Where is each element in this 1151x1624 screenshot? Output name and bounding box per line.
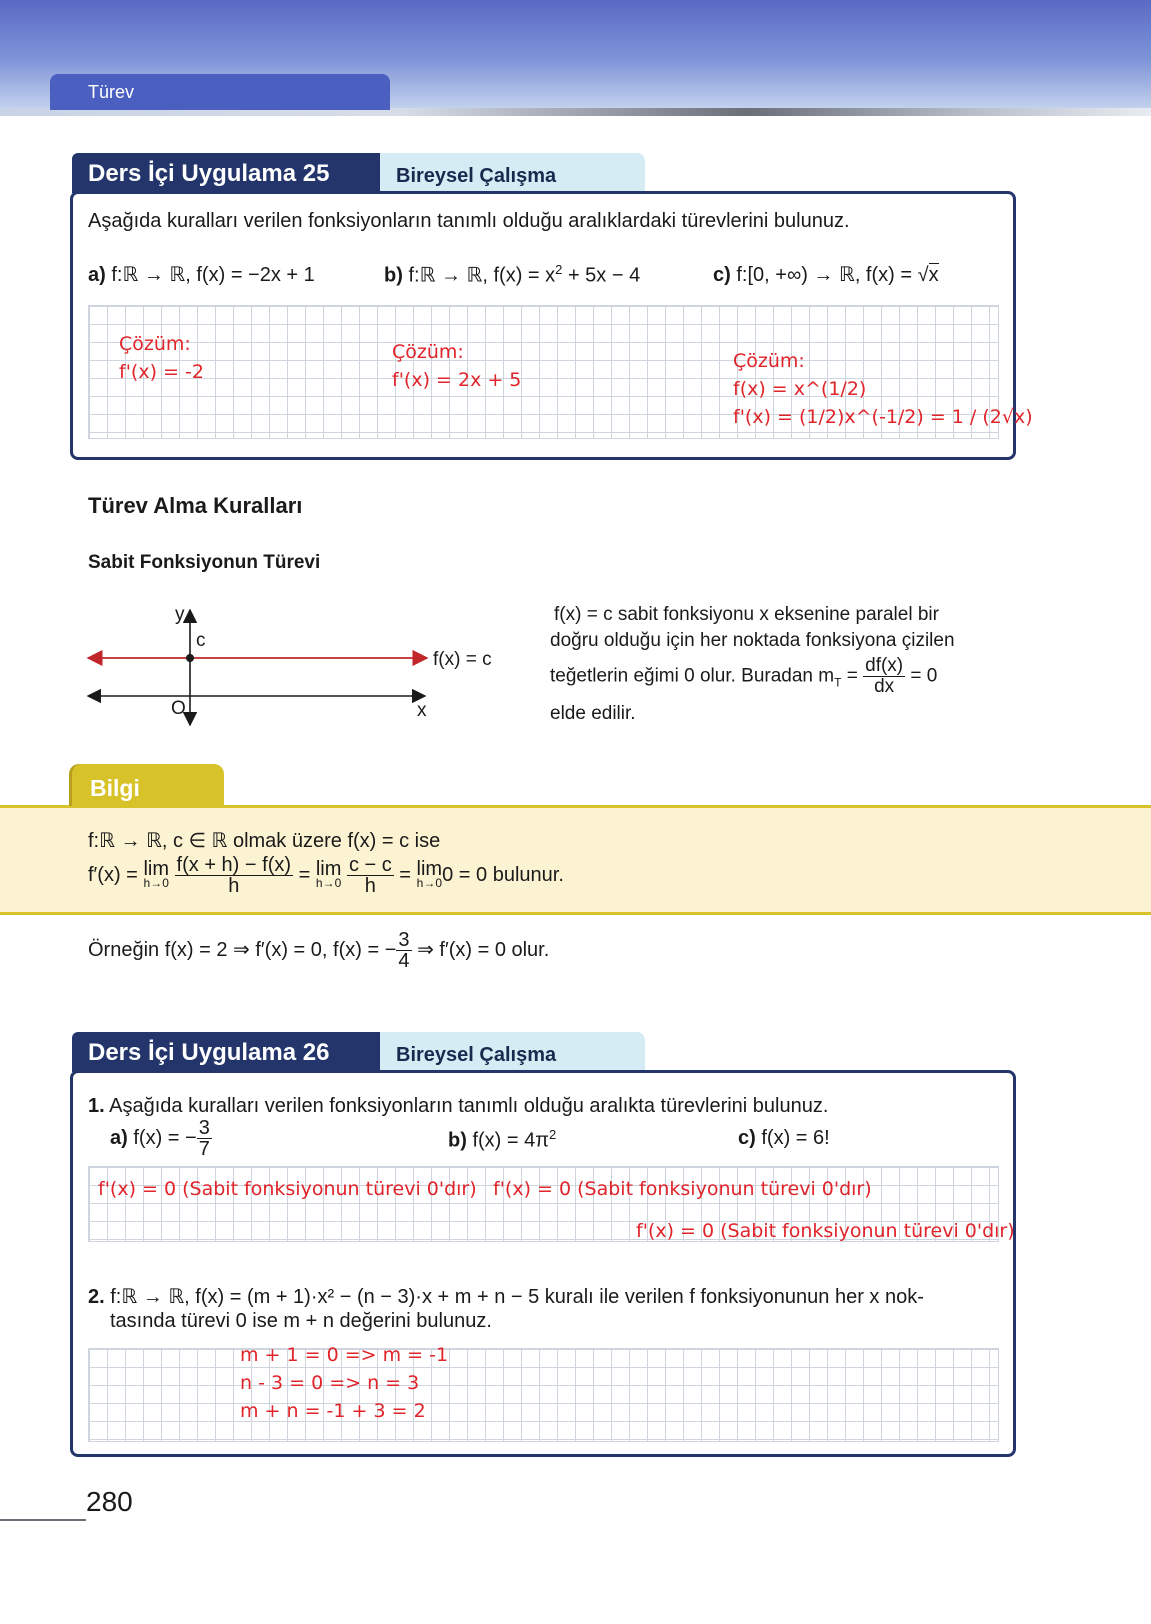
q1-item-a bbox=[110, 1118, 212, 1159]
q2-answer bbox=[240, 1341, 448, 1425]
solution-line: f'(x) = 2x + 5 bbox=[392, 369, 522, 391]
lim-text: lim bbox=[143, 857, 169, 880]
item-label: b) bbox=[384, 264, 403, 287]
chapter-tab bbox=[50, 74, 390, 110]
item-expression: f:[0, +∞) → ℝ, f(x) = bbox=[736, 264, 918, 286]
item-expression: f:ℝ → ℝ, f(x) = x bbox=[408, 264, 556, 287]
fraction-numerator: 3 bbox=[198, 1117, 210, 1139]
equals: = bbox=[298, 863, 311, 886]
exponent: 2 bbox=[549, 1127, 557, 1142]
formula-subscript: T bbox=[834, 675, 842, 690]
exercise-25-title: Ders İçi Uygulama 25 bbox=[72, 153, 382, 193]
rules-subheading: Sabit Fonksiyonun Türevi bbox=[88, 552, 321, 573]
chapter-title: Türev bbox=[88, 82, 135, 102]
intercept-point bbox=[186, 654, 194, 662]
q1-answer-b: f'(x) = 0 (Sabit fonksiyonun türevi 0'dır) bbox=[493, 1178, 872, 1200]
info-line-1: f:ℝ → ℝ, c ∈ ℝ olmak üzere f(x) = c ise bbox=[88, 830, 441, 852]
formula-result: = 0 bbox=[910, 665, 938, 687]
description-line: f(x) = c sabit fonksiyonu x eksenine paralel bir bbox=[554, 604, 939, 625]
info-line-2 bbox=[88, 855, 564, 896]
formula-equals: = bbox=[846, 665, 858, 687]
example-fraction bbox=[396, 930, 411, 971]
description-line: doğru olduğu için her noktada fonksiyona çizilen bbox=[550, 630, 955, 651]
exercise-25-item-c bbox=[713, 262, 939, 287]
answer-line: m + n = -1 + 3 = 2 bbox=[240, 1400, 426, 1422]
radicand: x bbox=[928, 264, 939, 286]
exercise-26-title: Ders İçi Uygulama 26 bbox=[72, 1032, 382, 1072]
exercise-25-item-b bbox=[384, 262, 640, 288]
fraction-numerator: c − c bbox=[348, 854, 392, 876]
example-line bbox=[88, 930, 549, 971]
solution-line: Çözüm: bbox=[733, 350, 805, 372]
q1-answer-c: f'(x) = 0 (Sabit fonksiyonun türevi 0'dır) bbox=[636, 1220, 1015, 1242]
item-expression: f(x) = 4π bbox=[472, 1129, 550, 1152]
solution-line: f'(x) = -2 bbox=[119, 361, 204, 383]
fraction-denominator: h bbox=[228, 875, 240, 897]
footer-rule bbox=[0, 1519, 86, 1521]
item-expression-tail: + 5x − 4 bbox=[562, 264, 641, 287]
solution-b bbox=[392, 338, 521, 394]
solution-line: Çözüm: bbox=[392, 341, 464, 363]
graph-origin-label: O bbox=[171, 698, 186, 719]
question-text: f:ℝ → ℝ, f(x) = (m + 1)·x² − (n − 3)·x + m + n − 5 kuralı ile verilen f fonksiyonunun her x nok- bbox=[110, 1286, 924, 1308]
fraction-numerator: df(x) bbox=[865, 655, 904, 676]
question-number: 2. bbox=[88, 1286, 105, 1308]
limit-1 bbox=[143, 857, 169, 890]
info-lhs: f′(x) = bbox=[88, 863, 138, 886]
answer-line: m + 1 = 0 => m = -1 bbox=[240, 1344, 449, 1366]
graph-line-label: f(x) = c bbox=[433, 649, 492, 670]
lim-sub: h→0 bbox=[315, 875, 342, 890]
exponent: 2 bbox=[555, 262, 563, 277]
page-number: 280 bbox=[86, 1486, 133, 1517]
lim-text: lim bbox=[416, 857, 443, 880]
question-number: 1. bbox=[88, 1095, 105, 1117]
lim-sub: h→0 bbox=[416, 875, 442, 890]
graph-x-label: x bbox=[417, 700, 427, 721]
item-label: c) bbox=[738, 1127, 756, 1149]
answer-line: n - 3 = 0 => n = 3 bbox=[240, 1372, 420, 1394]
fraction-denominator: h bbox=[364, 875, 376, 897]
description-line: elde edilir. bbox=[550, 703, 636, 724]
item-label: b) bbox=[448, 1129, 467, 1152]
derivative-fraction bbox=[863, 656, 905, 697]
q1-item-b bbox=[448, 1127, 556, 1153]
item-label: a) bbox=[110, 1126, 128, 1149]
limit-3 bbox=[416, 857, 443, 890]
q1-item-c bbox=[738, 1127, 830, 1150]
formula-text: teğetlerin eğimi 0 olur. Buradan m bbox=[550, 665, 835, 687]
info-result: = 0 bulunur. bbox=[458, 863, 564, 886]
question-text: Aşağıda kuralları verilen fonksiyonların tanımlı olduğu aralıkta türevlerini bulunuz. bbox=[109, 1095, 829, 1117]
q1-answer-a: f'(x) = 0 (Sabit fonksiyonun türevi 0'dır) bbox=[98, 1178, 477, 1200]
fraction-denominator: 7 bbox=[198, 1138, 210, 1160]
item-label: c) bbox=[713, 264, 731, 286]
rules-description bbox=[550, 602, 955, 727]
solution-line: f(x) = x^(1/2) bbox=[733, 378, 867, 400]
fraction-denominator: dx bbox=[874, 676, 895, 697]
constant-quotient bbox=[347, 855, 394, 896]
rules-heading: Türev Alma Kuralları bbox=[88, 493, 303, 518]
item-expression: f(x) = 6! bbox=[761, 1127, 830, 1149]
graph-y-label: y bbox=[175, 604, 185, 625]
exercise-25-subtitle: Bireysel Çalışma bbox=[380, 153, 645, 193]
question-1 bbox=[88, 1095, 828, 1118]
item-expression: f(x) = − bbox=[133, 1126, 197, 1149]
example-result: ⇒ f′(x) = 0 olur. bbox=[417, 938, 550, 961]
lim-sub: h→0 bbox=[143, 875, 169, 890]
question-2 bbox=[88, 1284, 924, 1309]
description-line-formula bbox=[550, 656, 955, 697]
sqrt-symbol: √ bbox=[917, 264, 929, 286]
limit-2 bbox=[315, 857, 342, 890]
fraction-numerator: 3 bbox=[398, 929, 410, 951]
graph-c-label: c bbox=[196, 630, 206, 651]
exercise-25-item-a bbox=[88, 262, 315, 287]
question-2-continued: tasında türevi 0 ise m + n değerini bulunuz. bbox=[110, 1310, 492, 1332]
example-text: Örneğin f(x) = 2 ⇒ f′(x) = 0, f(x) = − bbox=[88, 938, 397, 961]
item-expression: f:ℝ → ℝ, f(x) = −2x + 1 bbox=[111, 264, 315, 286]
solution-line: f'(x) = (1/2)x^(-1/2) = 1 / (2√x) bbox=[733, 406, 1033, 428]
fraction-numerator: f(x + h) − f(x) bbox=[176, 854, 292, 876]
exercise-25-instruction: Aşağıda kuralları verilen fonksiyonların tanımlı olduğu aralıklardaki türevlerini bulunuz. bbox=[88, 210, 850, 232]
item-label: a) bbox=[88, 264, 106, 286]
info-tab: Bilgi bbox=[72, 764, 224, 806]
limit-value: 0 bbox=[442, 863, 454, 886]
solution-a bbox=[119, 330, 204, 386]
lim-text: lim bbox=[315, 857, 342, 880]
q2-answer-grid bbox=[88, 1348, 999, 1442]
difference-quotient bbox=[175, 855, 293, 896]
item-fraction bbox=[197, 1118, 212, 1159]
solution-c bbox=[733, 347, 1033, 431]
solution-line: Çözüm: bbox=[119, 333, 191, 355]
fraction-denominator: 4 bbox=[398, 950, 410, 972]
exercise-26-subtitle: Bireysel Çalışma bbox=[380, 1032, 645, 1072]
equals: = bbox=[399, 863, 411, 886]
